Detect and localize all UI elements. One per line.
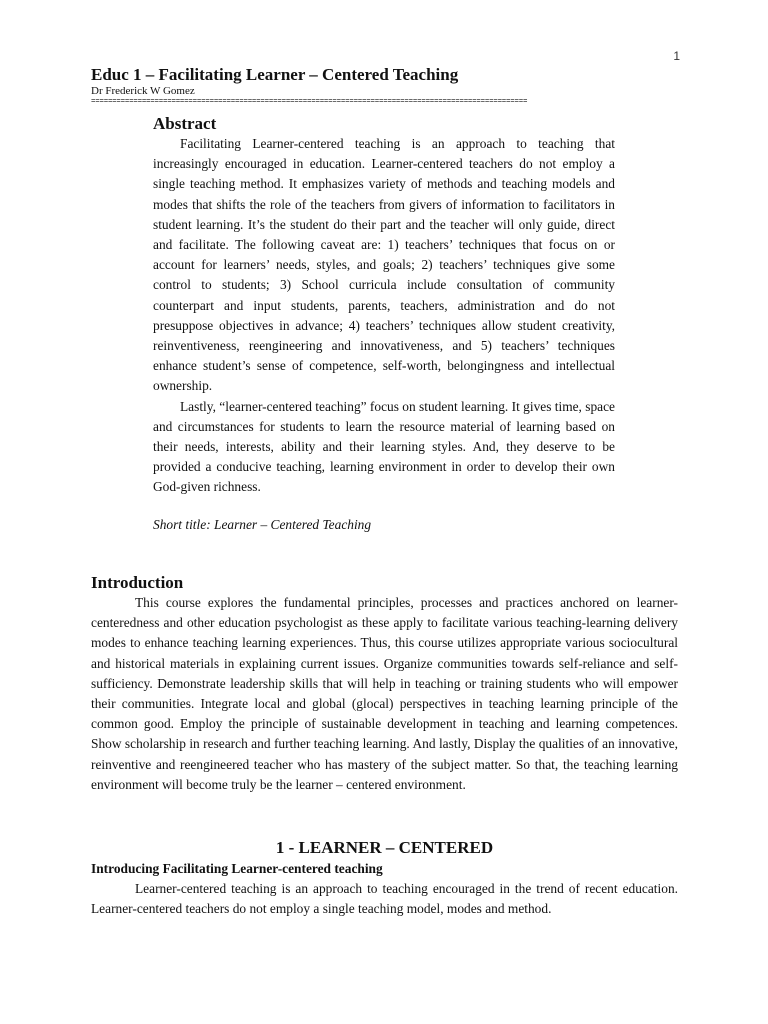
introduction-section xyxy=(91,573,678,795)
document-header xyxy=(91,65,678,106)
document-title: Educ 1 – Facilitating Learner – Centered Teaching xyxy=(91,65,459,84)
learner-centered-section xyxy=(91,837,678,919)
section-1-heading: 1 - LEARNER – CENTERED xyxy=(275,838,494,857)
introduction-paragraph: This course explores the fundamental principles, processes and practices anchored on learner-centeredness and other education psychologist as these apply to facilitate various teaching-learning delivery modes to enhance teaching learning experiences. Thus, this course utilizes appropriate various sociocultural and historical materials in explaining current issues. Organize communities towards self-reliance and self-sufficiency. Demonstrate leadership skills that will help in teaching or training students who will empower their communities. Integrate local and global (glocal) perspectives in teaching learning principle of the common good. Employ the principle of sustainable development in teaching and learning competences. Show scholarship in research and further teaching learning. And lastly, Display the qualities of an innovative, reinventive and reengineered teacher who has mastery of the subject matter. So that, the teaching learning environment will become truly be the learner – centered environment. xyxy=(91,595,678,792)
document-author: Dr Frederick W Gomez xyxy=(91,85,195,97)
page-number: 1 xyxy=(673,49,680,63)
abstract-paragraph-2: Lastly, “learner-centered teaching” focus on student learning. It gives time, space and circumstances for students to learn the resource material of learning based on their needs, interests, ability and their learning styles. And, they deserve to be provided a conducive teaching, learning environment in order to develop their own God-given richness. xyxy=(153,398,615,495)
introduction-heading: Introduction xyxy=(91,573,184,592)
short-title: Short title: Learner – Centered Teaching xyxy=(153,516,372,532)
section-1-subheading: Introducing Facilitating Learner-centered teaching xyxy=(91,861,383,876)
header-rule: ======================================================================================================= xyxy=(91,98,528,106)
abstract-heading: Abstract xyxy=(153,114,217,133)
abstract-section xyxy=(153,114,615,535)
section-1-paragraph: Learner-centered teaching is an approach to teaching encouraged in the trend of recent education. Learner-centered teachers do not employ a single teaching model, modes and method. xyxy=(91,881,678,917)
abstract-paragraph-1: Facilitating Learner-centered teaching is an approach to teaching that increasingly encouraged in education. Learner-centered teachers do not employ a single teaching method. It emphasizes variety of methods and teaching models and modes that shifts the role of the teachers from givers of information to facilitators in student learning. It’s the student do their part and the teacher will only guide, direct and facilitate. The following caveat are: 1) teachers’ techniques that focus on or account for learners’ needs, styles, and goals; 2) teachers’ techniques give some control to students; 3) School curricula include consultation of community counterpart and input students, parents, teachers, administration and do not presuppose objectives in advance; 4) teachers’ techniques allow student creativity, reinventiveness, reengineering and innovativeness, and 5) teachers’ techniques enhance student’s sense of competence, self-worth, belongingness and intellectual ownership. xyxy=(153,136,615,394)
